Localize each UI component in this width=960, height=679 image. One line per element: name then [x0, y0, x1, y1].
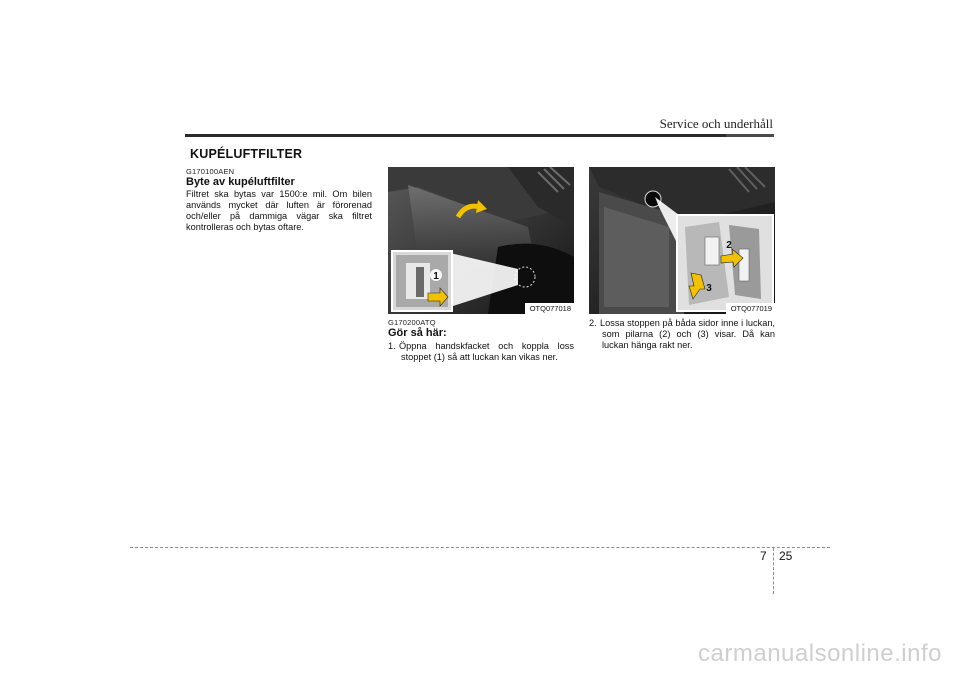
- figure-caption: OTQ077018: [525, 303, 574, 314]
- section-title: KUPÉLUFTFILTER: [190, 147, 303, 161]
- callout-1: 1: [433, 271, 439, 282]
- glovebox-photo-illustration: [388, 167, 574, 314]
- watermark-text: carmanualsonline.info: [698, 640, 942, 667]
- page-number-divider: [773, 548, 774, 594]
- callout-2: 2: [726, 240, 732, 251]
- intro-heading: Byte av kupéluftfilter: [186, 176, 295, 188]
- instructions-heading: Gör så här:: [388, 327, 447, 339]
- figure-glovebox-side-stops: [589, 167, 775, 314]
- intro-code: G170100AEN: [186, 167, 235, 176]
- step-text: Lossa stoppen på båda sidor inne i luckan, som pilarna (2) och (3) visar. Då kan luckan hänga rakt ner.: [600, 318, 775, 350]
- step-item: [589, 318, 775, 351]
- footer-rule: [130, 547, 830, 548]
- figure-caption: OTQ077019: [726, 303, 775, 314]
- header-rule-accent: [726, 134, 774, 137]
- page-number: 25: [779, 549, 793, 563]
- chapter-number: 7: [760, 549, 767, 563]
- running-header: Service och underhåll: [659, 116, 773, 131]
- intro-text: Filtret ska bytas var 1500:e mil. Om bilen används mycket där luften är förorenad och/eller på dammiga vägar ska filtret kontrolleras och bytas oftare.: [186, 189, 372, 232]
- step-number: 2.: [589, 318, 597, 328]
- callout-3: 3: [706, 283, 712, 294]
- step-item: [388, 341, 574, 363]
- figure-glovebox-stopper: [388, 167, 574, 314]
- glovebox-side-photo-illustration: [589, 167, 775, 314]
- step-number: 1.: [388, 341, 396, 351]
- header-rule: [185, 134, 774, 137]
- step-text: Öppna handskfacket och koppla loss stoppet (1) så att luckan kan vikas ner.: [399, 341, 574, 362]
- instructions-code: G170200ATQ: [388, 318, 436, 327]
- watermark: [0, 640, 960, 668]
